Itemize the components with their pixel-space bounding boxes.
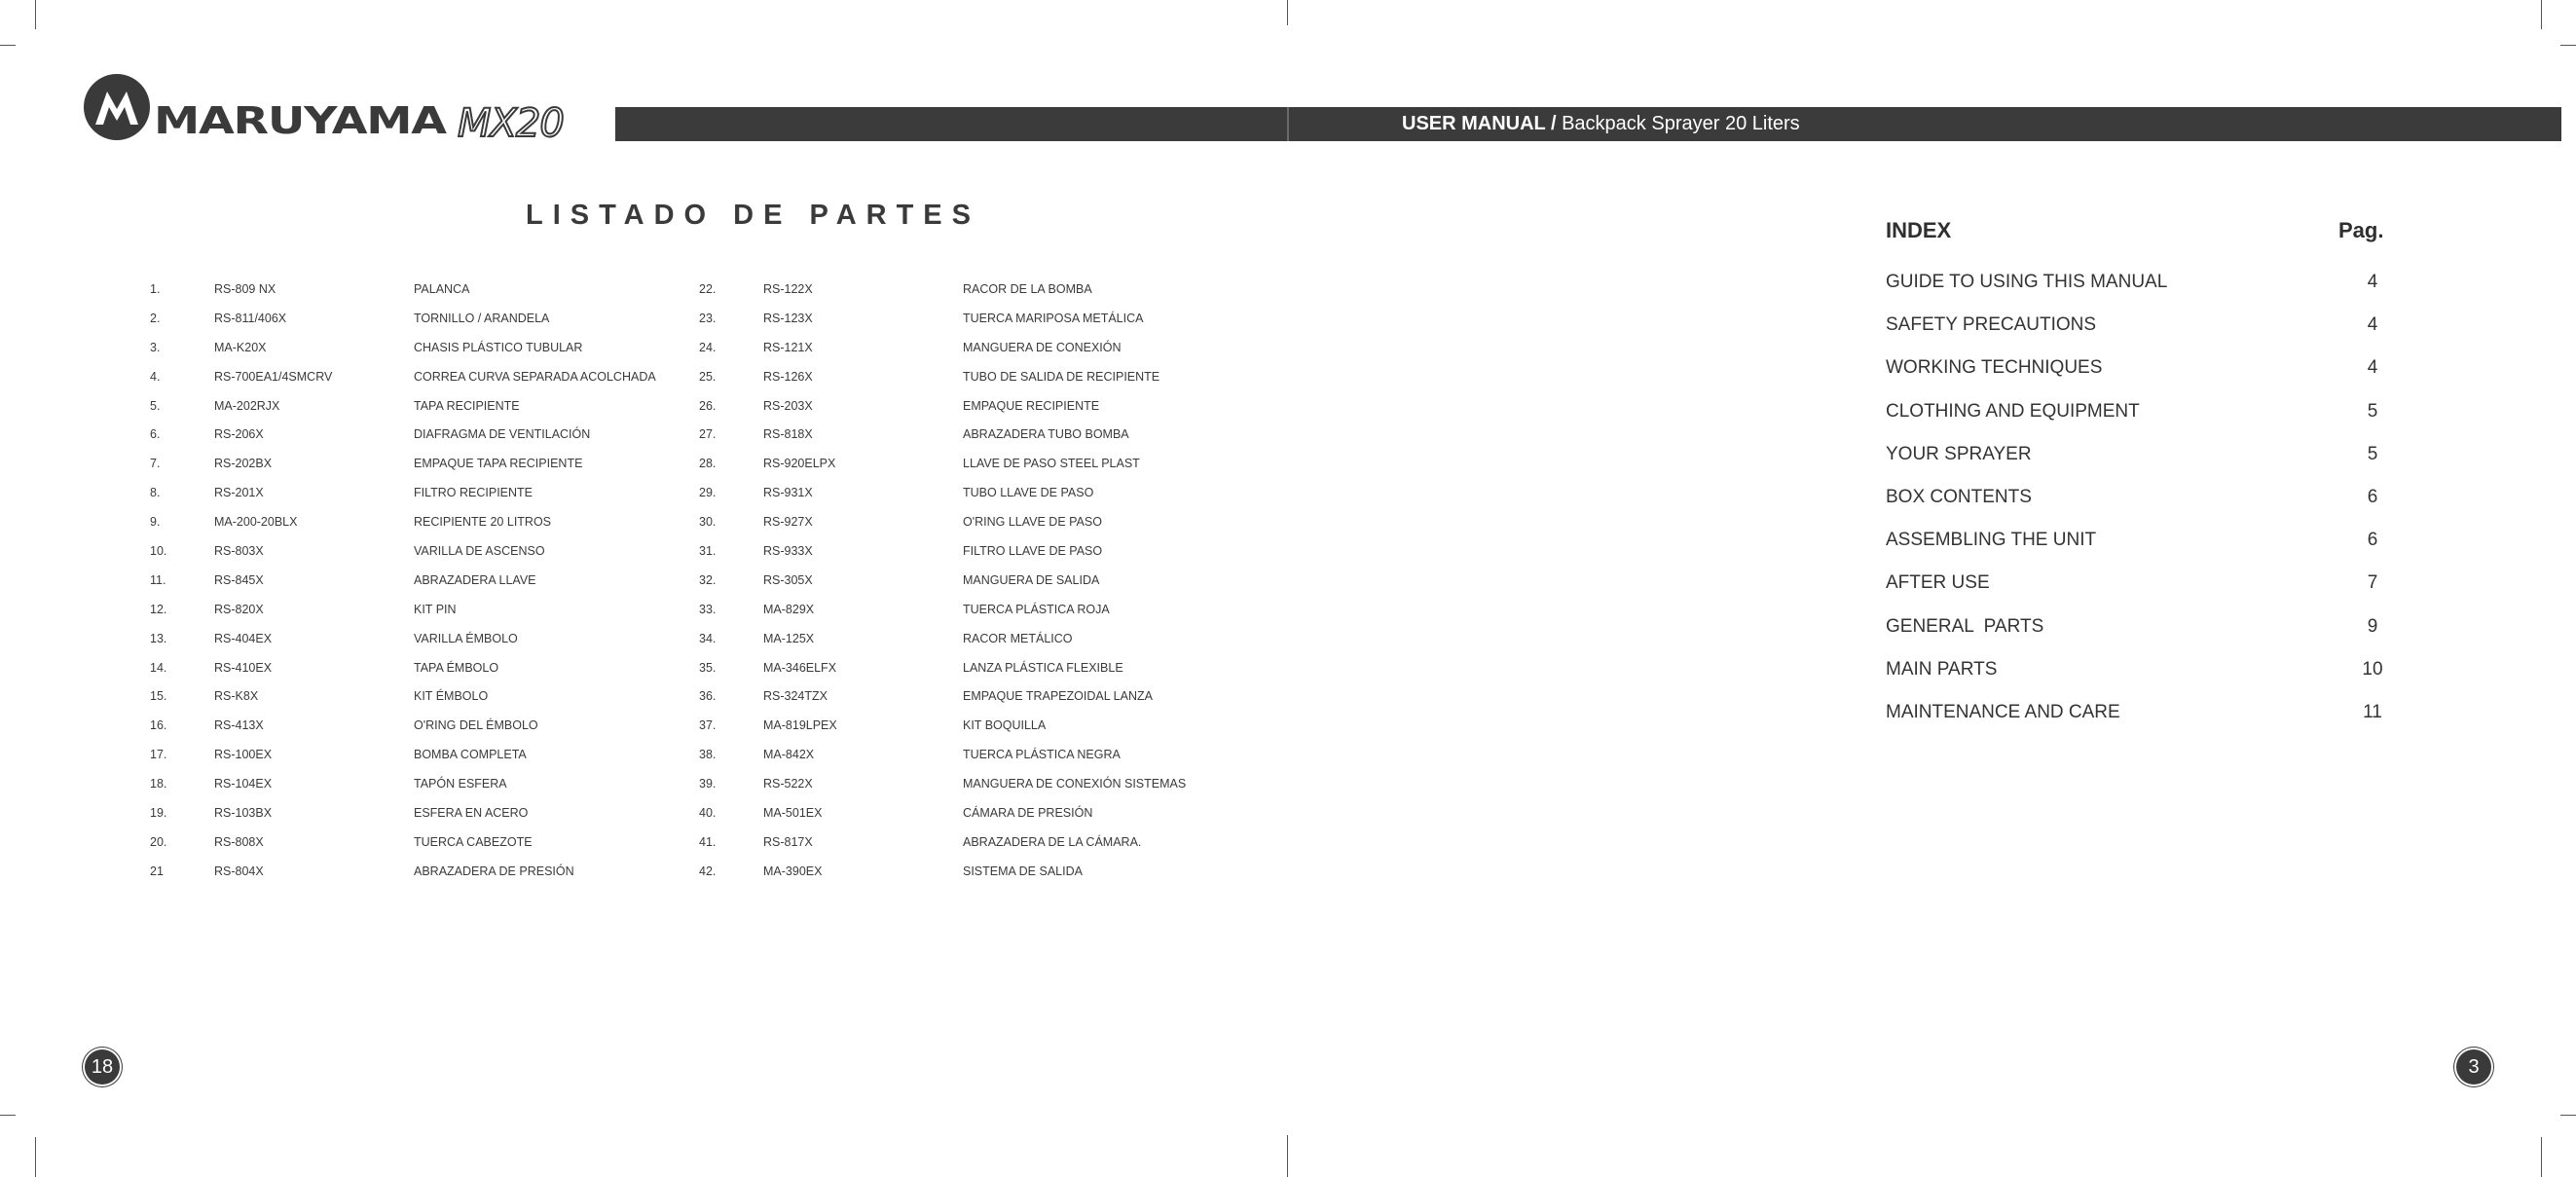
part-description: CORREA CURVA SEPARADA ACOLCHADA — [414, 369, 656, 384]
part-code: RS-845X — [214, 572, 264, 587]
header-divider — [1287, 107, 1289, 141]
part-code: RS-122X — [763, 282, 813, 296]
index-page-heading: Pag. — [2338, 218, 2384, 242]
part-code: RS-305X — [763, 572, 813, 587]
part-code: MA-390EX — [763, 864, 823, 878]
brand-logo — [84, 74, 609, 144]
part-number: 9. — [150, 515, 161, 530]
part-description: TAPA ÉMBOLO — [414, 660, 499, 675]
model-name: MX20 — [458, 101, 564, 146]
part-number: 23. — [699, 311, 717, 325]
product-name: Backpack Sprayer 20 Liters — [1562, 113, 1800, 134]
index-entry — [1886, 659, 2392, 702]
index-entry-label: ASSEMBLING THE UNIT — [1886, 530, 2097, 551]
index-entry — [1886, 314, 2392, 357]
index-list — [1886, 272, 2392, 745]
part-number: 14. — [150, 660, 167, 675]
index-entry-page: 11 — [2363, 701, 2382, 722]
index-entry — [1886, 702, 2392, 745]
index-entry-label: WORKING TECHNIQUES — [1886, 357, 2103, 379]
index-entry — [1886, 616, 2392, 659]
maruyama-logo-icon — [84, 74, 150, 140]
index-entry-page: 5 — [2367, 400, 2378, 422]
part-description: MANGUERA DE CONEXIÓN — [963, 340, 1122, 354]
part-number: 41. — [699, 834, 717, 849]
part-description: RECIPIENTE 20 LITROS — [414, 515, 552, 530]
index-entry — [1886, 530, 2392, 572]
part-code: RS-103BX — [214, 806, 273, 821]
part-description: TORNILLO / ARANDELA — [414, 311, 550, 325]
part-code: MA-501EX — [763, 806, 823, 821]
index-entry-label: MAIN PARTS — [1886, 658, 1998, 680]
part-number: 19. — [150, 806, 167, 821]
part-number: 21 — [150, 864, 164, 878]
index-entry — [1886, 357, 2392, 400]
part-code: RS-126X — [763, 369, 813, 384]
part-description: LLAVE DE PASO STEEL PLAST — [963, 457, 1140, 471]
part-number: 35. — [699, 660, 717, 675]
part-code: RS-931X — [763, 486, 813, 500]
part-number: 37. — [699, 718, 717, 733]
part-number: 20. — [150, 834, 167, 849]
part-code: MA-842X — [763, 748, 815, 762]
part-number: 27. — [699, 427, 717, 442]
manual-title — [1402, 109, 1800, 139]
part-number: 39. — [699, 777, 717, 791]
part-code: RS-202BX — [214, 457, 273, 471]
page-number-left: 18 — [85, 1049, 120, 1085]
crop-mark — [2560, 1115, 2576, 1116]
part-description: EMPAQUE RECIPIENTE — [963, 398, 1100, 413]
index-entry-label: CLOTHING AND EQUIPMENT — [1886, 400, 2140, 422]
part-description: TUERCA MARIPOSA METÁLICA — [963, 311, 1144, 325]
part-number: 5. — [150, 398, 161, 413]
crop-mark — [2541, 0, 2542, 29]
part-description: ABRAZADERA DE LA CÁMARA. — [963, 834, 1142, 849]
part-code: RS-804X — [214, 864, 264, 878]
part-code: RS-803X — [214, 544, 264, 559]
index-entry-page: 4 — [2367, 272, 2378, 292]
part-code: RS-104EX — [214, 777, 273, 791]
manual-label: USER MANUAL — [1402, 113, 1546, 134]
part-number: 34. — [699, 631, 717, 645]
part-description: KIT BOQUILLA — [963, 718, 1047, 733]
part-number: 38. — [699, 748, 717, 762]
part-code: RS-324TZX — [763, 689, 828, 704]
part-code: RS-817X — [763, 834, 813, 849]
index-entry — [1886, 487, 2392, 530]
part-code: RS-203X — [763, 398, 813, 413]
part-number: 22. — [699, 282, 717, 296]
part-number: 29. — [699, 486, 717, 500]
crop-mark — [0, 1115, 16, 1116]
part-description: TUBO LLAVE DE PASO — [963, 486, 1094, 500]
part-code: RS-927X — [763, 515, 813, 530]
index-entry — [1886, 444, 2392, 487]
index-entry-label: GENERAL PARTS — [1886, 615, 2044, 637]
part-code: RS-811/406X — [214, 311, 287, 325]
index-entry-label: MAINTENANCE AND CARE — [1886, 701, 2120, 722]
part-number: 16. — [150, 718, 167, 733]
part-description: VARILLA DE ASCENSO — [414, 544, 545, 559]
part-description: ABRAZADERA LLAVE — [414, 572, 536, 587]
index-entry-page: 4 — [2367, 357, 2378, 379]
index-entry-label: SAFETY PRECAUTIONS — [1886, 314, 2097, 336]
part-number: 17. — [150, 748, 167, 762]
part-code: RS-818X — [763, 427, 813, 442]
crop-mark — [2560, 45, 2576, 46]
part-code: RS-404EX — [214, 631, 273, 645]
index-heading: INDEX — [1886, 218, 1952, 242]
part-description: TAPA RECIPIENTE — [414, 398, 520, 413]
part-number: 28. — [699, 457, 717, 471]
title-separator: / — [1545, 113, 1563, 134]
part-description: TUERCA PLÁSTICA NEGRA — [963, 748, 1121, 762]
part-description: TAPÓN ESFERA — [414, 777, 507, 791]
part-number: 30. — [699, 515, 717, 530]
part-description: TUERCA PLÁSTICA ROJA — [963, 602, 1110, 616]
index-entry — [1886, 272, 2392, 314]
part-number: 32. — [699, 572, 717, 587]
brand-name: MARUYAMA — [154, 99, 446, 142]
crop-mark — [2541, 1137, 2542, 1177]
index-entry — [1886, 572, 2392, 615]
part-description: MANGUERA DE CONEXIÓN SISTEMAS — [963, 777, 1187, 791]
part-number: 33. — [699, 602, 717, 616]
part-code: RS-100EX — [214, 748, 273, 762]
index-entry-label: YOUR SPRAYER — [1886, 443, 2032, 464]
part-number: 10. — [150, 544, 167, 559]
part-description: O'RING DEL ÉMBOLO — [414, 718, 538, 733]
part-code: RS-206X — [214, 427, 264, 442]
index-entry-label: AFTER USE — [1886, 572, 1990, 594]
part-code: MA-829X — [763, 602, 815, 616]
part-code: RS-K8X — [214, 689, 259, 704]
part-description: ABRAZADERA TUBO BOMBA — [963, 427, 1129, 442]
part-description: RACOR DE LA BOMBA — [963, 282, 1092, 296]
index-entry-page: 6 — [2367, 486, 2378, 507]
part-code: RS-920ELPX — [763, 457, 836, 471]
part-number: 40. — [699, 806, 717, 821]
part-code: RS-413X — [214, 718, 264, 733]
parts-list-title: LISTADO DE PARTES — [526, 200, 980, 231]
part-code: RS-808X — [214, 834, 264, 849]
part-code: MA-202RJX — [214, 398, 280, 413]
part-description: FILTRO RECIPIENTE — [414, 486, 534, 500]
part-code: RS-809 NX — [214, 282, 276, 296]
part-number: 8. — [150, 486, 161, 500]
part-number: 25. — [699, 369, 717, 384]
index-entry-page: 6 — [2367, 530, 2378, 551]
part-number: 2. — [150, 311, 161, 325]
part-number: 6. — [150, 427, 161, 442]
part-description: VARILLA ÉMBOLO — [414, 631, 518, 645]
part-code: RS-201X — [214, 486, 264, 500]
part-description: LANZA PLÁSTICA FLEXIBLE — [963, 660, 1123, 675]
part-code: RS-121X — [763, 340, 813, 354]
part-number: 42. — [699, 864, 717, 878]
part-description: DIAFRAGMA DE VENTILACIÓN — [414, 427, 591, 442]
part-code: RS-700EA1/4SMCRV — [214, 369, 333, 384]
part-description: RACOR METÁLICO — [963, 631, 1073, 645]
crop-mark — [1287, 0, 1288, 25]
part-description: FILTRO LLAVE DE PASO — [963, 544, 1103, 559]
index-entry-page: 10 — [2362, 658, 2383, 680]
part-description: MANGUERA DE SALIDA — [963, 572, 1100, 587]
part-number: 31. — [699, 544, 717, 559]
part-number: 1. — [150, 282, 161, 296]
part-description: CHASIS PLÁSTICO TUBULAR — [414, 340, 583, 354]
index-entry — [1886, 401, 2392, 444]
part-description: KIT PIN — [414, 602, 457, 616]
crop-mark — [35, 0, 36, 29]
part-number: 18. — [150, 777, 167, 791]
part-number: 26. — [699, 398, 717, 413]
part-number: 4. — [150, 369, 161, 384]
part-code: MA-200-20BLX — [214, 515, 298, 530]
part-description: ABRAZADERA DE PRESIÓN — [414, 864, 574, 878]
part-number: 15. — [150, 689, 167, 704]
part-code: RS-522X — [763, 777, 813, 791]
part-description: EMPAQUE TRAPEZOIDAL LANZA — [963, 689, 1153, 704]
part-code: MA-125X — [763, 631, 815, 645]
part-description: TUBO DE SALIDA DE RECIPIENTE — [963, 369, 1160, 384]
part-description: EMPAQUE TAPA RECIPIENTE — [414, 457, 583, 471]
index-entry-page: 9 — [2367, 615, 2378, 637]
page-number-right: 3 — [2456, 1049, 2491, 1085]
crop-mark — [35, 1137, 36, 1177]
part-description: CÁMARA DE PRESIÓN — [963, 806, 1093, 821]
part-code: RS-933X — [763, 544, 813, 559]
part-code: MA-K20X — [214, 340, 267, 354]
part-description: PALANCA — [414, 282, 470, 296]
part-description: TUERCA CABEZOTE — [414, 834, 533, 849]
index-entry-page: 7 — [2367, 572, 2378, 594]
part-description: KIT ÉMBOLO — [414, 689, 489, 704]
part-number: 11. — [150, 572, 166, 587]
part-description: ESFERA EN ACERO — [414, 806, 529, 821]
part-number: 3. — [150, 340, 161, 354]
part-description: O'RING LLAVE DE PASO — [963, 515, 1102, 530]
part-code: RS-410EX — [214, 660, 273, 675]
index-entry-label: GUIDE TO USING THIS MANUAL — [1886, 272, 2168, 292]
part-number: 13. — [150, 631, 167, 645]
part-code: MA-346ELFX — [763, 660, 837, 675]
part-number: 7. — [150, 457, 161, 471]
part-code: RS-123X — [763, 311, 813, 325]
crop-mark — [0, 45, 16, 46]
crop-mark — [1287, 1135, 1288, 1177]
part-number: 36. — [699, 689, 717, 704]
part-description: SISTEMA DE SALIDA — [963, 864, 1083, 878]
index-entry-page: 5 — [2367, 443, 2378, 464]
part-description: BOMBA COMPLETA — [414, 748, 527, 762]
part-number: 24. — [699, 340, 717, 354]
part-code: MA-819LPEX — [763, 718, 837, 733]
index-entry-page: 4 — [2367, 314, 2378, 336]
part-code: RS-820X — [214, 602, 264, 616]
index-entry-label: BOX CONTENTS — [1886, 486, 2032, 507]
part-number: 12. — [150, 602, 167, 616]
